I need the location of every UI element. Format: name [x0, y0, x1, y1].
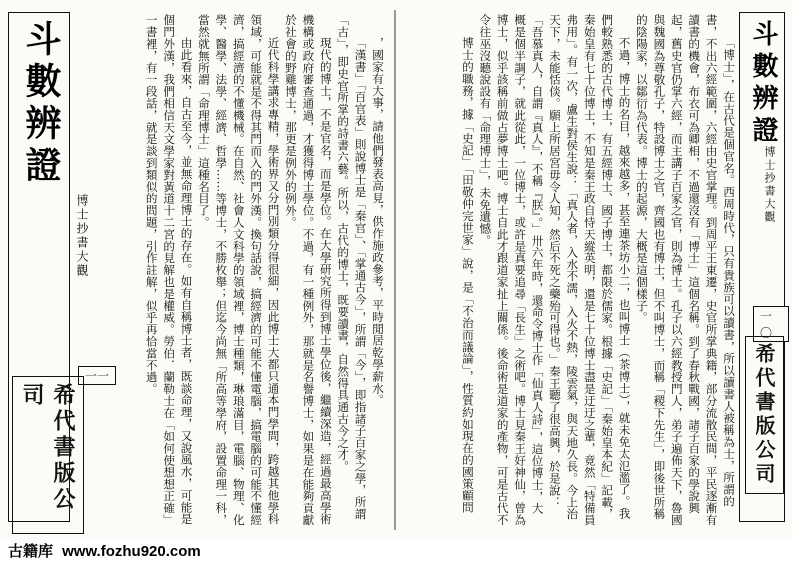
right-page-number: 一〇	[753, 306, 789, 342]
site-name: 古籍库	[8, 543, 54, 560]
right-paragraph: 博士的職務，據「史記」「田敬仲完世家」說，是「不治而議論」，性質約如現在的國策顧問	[460, 37, 475, 514]
right-publisher-seal: 希代書版公司	[745, 336, 784, 494]
left-paragraph: 由此看來，自古至今，並無命理博士的存在。如有自稱博士者，既談命理，又說風水，可能是個門外漢，我們相信天文學家對黃道十二宮的見解也是權威。勞伯．蘭勒士在「如何使想想正確」一書裡，有一段話，就是談到類似的問題，引作註解，似乎再恰當不過。	[144, 14, 194, 526]
book-gutter	[394, 10, 396, 530]
left-paragraph: 近代科學講求專精，學術界又分門別類分得很細，因此博士大都只通本門學問，跨越其他學科領域，可能就是不得其門而入的門外漢。換句話說，搞經濟的可能不懂電腦，搞電腦的可能不懂經濟，搞經濟的不懂機械。在自然、社會人文科學的領域裡，博士種類，琳琅滿目，電腦、物理、化學、醫學、法學、經濟、哲學……等博士，不勝枚舉；但迄今尚無「所高等學府，設置命理一科，當然就無所謂「命理博士」這種名目了。	[196, 14, 281, 526]
right-series-title: 斗數辨證	[748, 20, 778, 148]
right-paragraph: 「博士」，在古代是個官名。西周時代，只有貴族可以讀書，所以讀書人被稱為士，所謂的書，不出六經範圍，六經由史官掌理。到周平王東遷，史官所掌典籍，部分流散民間，平民逐漸有讀書的機會，布衣可為卿相，不過還沒有「博士」這個名稱。到了春秋戰國，諸子百家的學說興起，舊史官仍掌六經，而主講子百家之官，則為博士。孔子以六經教授門人，弟子遍佈天下，魯國與魏國為尊敬孔子，特設博士之官，齊國也有博士，但不叫博士，而稱「稷下先生」，即後世所稱的陰陽家，以鄒衍為代表。博士的起源，大概是這個樣子。	[634, 14, 736, 526]
left-page-number: 一一	[78, 366, 116, 385]
left-publisher-seal: 希代書版公司	[12, 376, 84, 534]
right-body-text	[453, 14, 737, 526]
right-page	[399, 6, 789, 534]
left-body-text	[106, 14, 386, 526]
left-paragraph: 現代的博士，不是官名，而是學位。在大學研究所得到博士學位後，繼續深造，經過最高學術機構或政府審查通過，才獲得博士學位。不過，有一種例外，那就是名譽博士，如果是在能夠貢獻於社會的野雞博士，那更是例外的例外。	[283, 14, 333, 526]
left-series-title: 斗數辨證	[20, 20, 62, 188]
right-chapter-title: 博士抄書大觀	[763, 146, 776, 224]
left-chapter-title: 博士抄書大觀	[75, 194, 89, 278]
left-page	[4, 6, 394, 534]
right-paragraph: 不過，博士的名目，越來越多，甚至連茶坊小二，也叫博士（茶博士），就未免太氾濫了。我們較熟悉的古代博士，有五經博士、國子博士，都限於儒家。根據「史記」「秦始皇本紀」記載，秦始皇有七十位博士，不知是秦王政自恃天縱英明，還是七十位博士盡是迂迂之輩，竟然「特備員弗用」。有一次，盧生對侯生說：「真人者，入水不濡，入火不熱，陵雲氣，與天地久長。今上治天下，未能恬倓。願上所居宮毋令人知，然后不死之藥殆可得也。」秦王聽了很高興，於是說：「吾慕真人，自謂『真人』，不稱『朕』。」卅六年時，還命令博士作「仙真人詩」，這位博士，大概是個半調子，就此從此，一位博士，或許是真要追尋「長生」之術吧。博士見秦王好神仙，曾為博士，似乎該稱前做占夢博士吧。博士自此才跟道家扯上關係。後命術是道家的產物，可是古代不令往巫沒聽說設有「命理博士」，未免遺憾。	[478, 14, 632, 526]
site-url[interactable]: www.fozhu920.com	[62, 543, 201, 560]
site-watermark	[0, 540, 793, 561]
left-paragraph: 「漢書」「百官表」則說博士是「秦官」、「掌通古今」，所謂「今」，即指諸子百家之學，所謂「古」，即史官所掌的詩書六藝。所以，古代的博士，既要讀書，自然得具通古今之才。	[336, 14, 368, 520]
left-paragraph: ，國家有大事，請他們發表高見，供作施政參考，平時閒居乾學薪水。	[371, 37, 385, 407]
